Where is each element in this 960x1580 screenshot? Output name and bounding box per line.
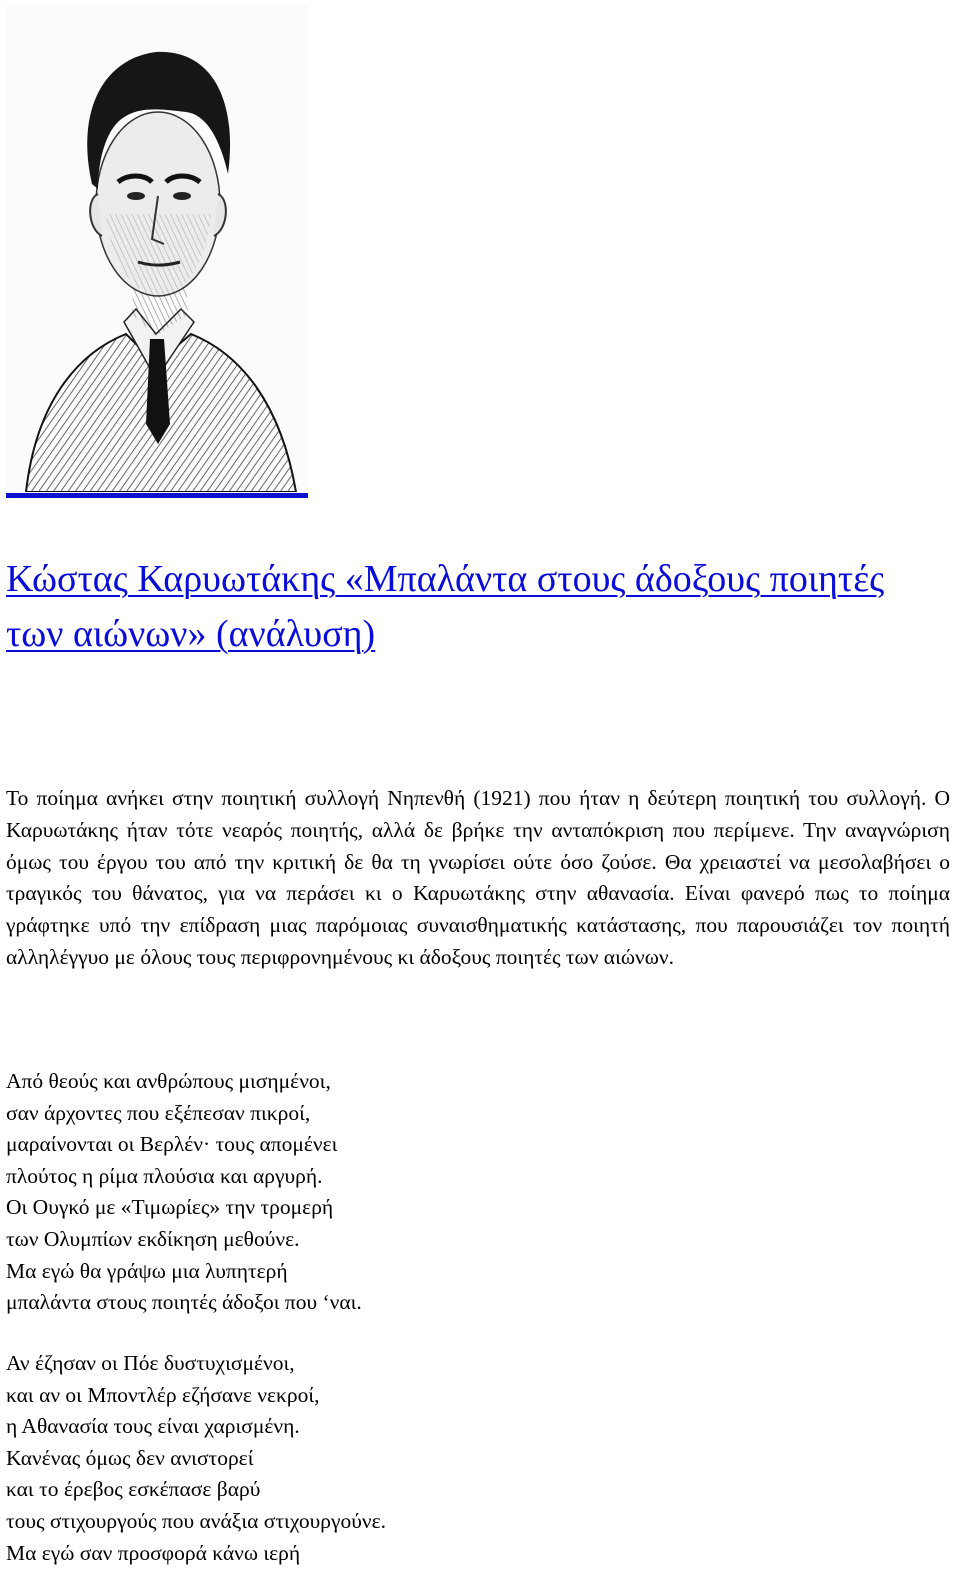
poem-line: η Αθανασία τους είναι χαρισμένη. xyxy=(6,1414,300,1439)
poem-stanza-1 xyxy=(6,1066,362,1319)
poem-line: Κανένας όμως δεν ανιστορεί xyxy=(6,1445,254,1470)
poem-line: τους στιχουργούς που ανάξια στιχουργούνε. xyxy=(6,1508,387,1533)
poem-line: σαν άρχοντες που εξέπεσαν πικροί, xyxy=(6,1100,311,1125)
poem-line: Οι Ουγκό με «Τιμωρίες» την τρομερή xyxy=(6,1195,334,1220)
poem-stanza-2 xyxy=(6,1348,386,1569)
article-title-link[interactable] xyxy=(6,552,906,662)
poem-line: μαραίνονται οι Βερλέν· τους απομένει xyxy=(6,1132,338,1157)
poem-line: και αν οι Μποντλέρ εζήσανε νεκροί, xyxy=(6,1382,320,1407)
portrait-link[interactable] xyxy=(6,4,308,498)
poem-line: πλούτος η ρίμα πλούσια και αργυρή. xyxy=(6,1163,323,1188)
poem-line: Μα εγώ θα γράψω μια λυπητερή xyxy=(6,1258,288,1283)
poem-line: των Ολυμπίων εκδίκηση μεθούνε. xyxy=(6,1226,300,1251)
poem-line: Μα εγώ σαν προσφορά κάνω ιερή xyxy=(6,1540,301,1565)
poet-portrait-image xyxy=(6,4,308,492)
portrait-link-underline xyxy=(6,493,308,498)
poem-line: και το έρεβος εσκέπασε βαρύ xyxy=(6,1477,261,1502)
poem-line: μπαλάντα στους ποιητές άδοξοι που ‘ναι. xyxy=(6,1290,362,1315)
article-title: Κώστας Καρυωτάκης «Μπαλάντα στους άδοξους ποιητές των αιώνων» (ανάλυση) xyxy=(6,558,885,655)
poem-line: Αν έζησαν οι Πόε δυστυχισμένοι, xyxy=(6,1351,295,1375)
poem-line: Από θεούς και ανθρώπους μισημένοι, xyxy=(6,1069,331,1093)
intro-paragraph: Το ποίημα ανήκει στην ποιητική συλλογή Νηπενθή (1921) που ήταν η δεύτερη ποιητική του συλλογή. Ο Καρυωτάκης ήταν τότε νεαρός ποιητής, αλλά δε βρήκε την ανταπόκριση που περίμενε. Την αναγνώριση όμως του έργου του από την κριτική δε θα τη γνωρίσει ούτε όσο ζούσε. Θα χρειαστεί να μεσολαβήσει ο τραγικός του θάνατος, για να περάσει κι ο Καρυωτάκης στην αθανασία. Είναι φανερό πως το ποίημα γράφτηκε υπό την επίδραση μιας παρόμοιας συναισθηματικής κατάστασης, που παρουσιάζει τον ποιητή αλληλέγγυο με όλους τους περιφρονημένους κι άδοξους ποιητές των αιώνων. xyxy=(6,786,950,969)
